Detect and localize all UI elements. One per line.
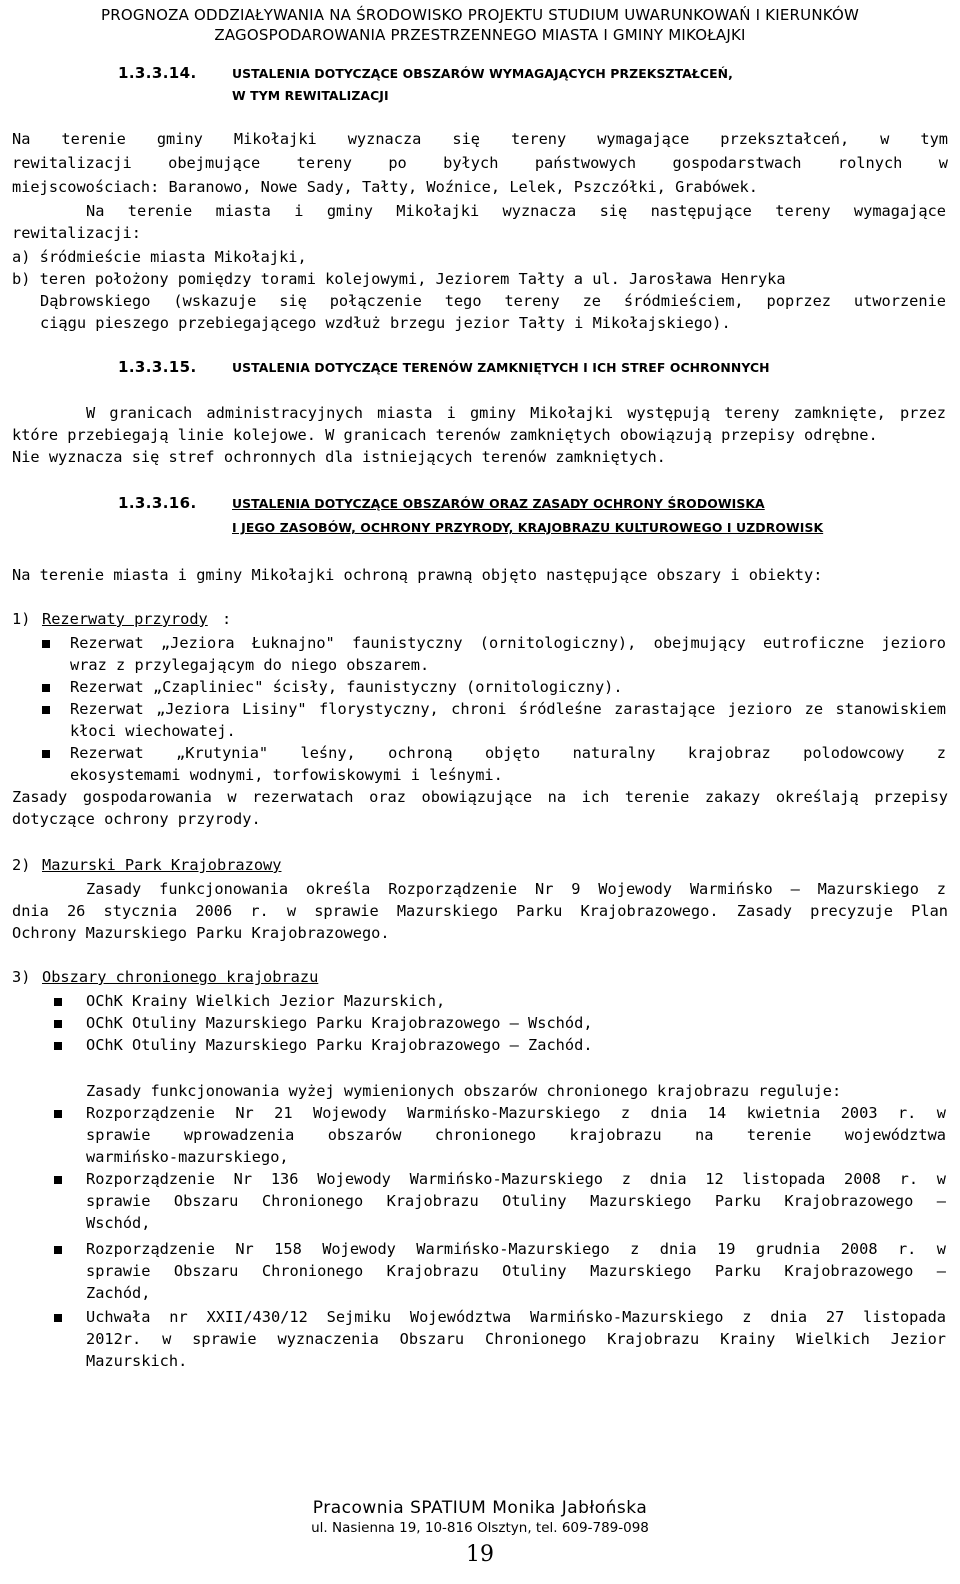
- square-bullet-icon: [54, 1020, 62, 1028]
- section-title-14-line-1: USTALENIA DOTYCZĄCE OBSZARÓW WYMAGAJĄCYCH PRZEKSZTAŁCEŃ,: [232, 66, 733, 81]
- group-1-number: 1): [12, 610, 31, 628]
- footer-address: ul. Nasienna 19, 10-816 Olsztyn, tel. 609-789-098: [311, 1520, 649, 1536]
- section-title-16-line-2: I JEGO ZASOBÓW, OCHRONY PRZYRODY, KRAJOBRAZU KULTUROWEGO I UZDROWISK: [232, 520, 824, 535]
- square-bullet-icon: [54, 1176, 62, 1184]
- park-paragraph-line-3: Ochrony Mazurskiego Parku Krajobrazowego.: [12, 924, 390, 942]
- section-number-16: 1.3.3.16.: [118, 494, 197, 512]
- rule-1-line-2: sprawie wprowadzenia obszarów chronionego krajobrazu na terenie województwa: [86, 1126, 946, 1144]
- intro-paragraph: Na terenie miasta i gminy Mikołajki ochroną prawną objęto następujące obszary i obiekty:: [12, 566, 823, 584]
- square-bullet-icon: [42, 706, 50, 714]
- paragraph-15-line-3: Nie wyznacza się stref ochronnych dla istniejących terenów zamkniętych.: [12, 448, 666, 466]
- reserve-2-line-1: Rezerwat „Czapliniec" ścisły, faunistyczny (ornitologiczny).: [70, 678, 623, 696]
- section-number-14: 1.3.3.14.: [118, 64, 197, 82]
- park-paragraph-line-1: Zasady funkcjonowania określa Rozporządzenie Nr 9 Wojewody Warmińsko — Mazurskiego z: [86, 880, 946, 898]
- park-paragraph-line-2: dnia 26 stycznia 2006 r. w sprawie Mazurskiego Parku Krajobrazowego. Zasady precyzuje Plan: [12, 902, 948, 920]
- reserve-4-line-2: ekosystemami wodnymi, torfowiskowymi i leśnymi.: [70, 766, 503, 784]
- reserve-4-line-1: Rezerwat „Krutynia" leśny, ochroną objęto naturalny krajobraz polodowcowy z: [70, 744, 946, 762]
- square-bullet-icon: [54, 998, 62, 1006]
- paragraph-15-line-2: które przebiegają linie kolejowe. W granicach terenów zamkniętych obowiązują przepisy odrębne.: [12, 426, 878, 444]
- rule-4-line-1: Uchwała nr XXII/430/12 Sejmiku Województwa Warmińsko-Mazurskiego z dnia 27 listopada: [86, 1308, 946, 1326]
- group-1-heading-colon: :: [222, 610, 232, 628]
- section-title-14-line-2: W TYM REWITALIZACJI: [232, 88, 389, 103]
- reserve-1-line-1: Rezerwat „Jeziora Łuknajno" faunistyczny (ornitologiczny), obejmujący eutroficzne jezioro: [70, 634, 946, 652]
- group-3-number: 3): [12, 968, 31, 986]
- paragraph-14b-line-1: Na terenie miasta i gminy Mikołajki wyznacza się następujące tereny wymagające: [86, 202, 946, 220]
- paragraph-15-line-1: W granicach administracyjnych miasta i gminy Mikołajki występują tereny zamknięte, przez: [86, 404, 946, 422]
- square-bullet-icon: [42, 750, 50, 758]
- list-item-a: a) śródmieście miasta Mikołajki,: [12, 248, 307, 266]
- list-item-b-line-3: ciągu pieszego przebiegającego wzdłuż brzegu jezior Tałty i Mikołajskiego).: [40, 314, 731, 332]
- section-title-16-line-1: USTALENIA DOTYCZĄCE OBSZARÓW ORAZ ZASADY OCHRONY ŚRODOWISKA: [232, 496, 765, 511]
- group-1-heading: Rezerwaty przyrody: [42, 610, 208, 628]
- rule-2-line-1: Rozporządzenie Nr 136 Wojewody Warmińsko-Mazurskiego z dnia 12 listopada 2008 r. w: [86, 1170, 946, 1188]
- rule-1-line-3: warmińsko-mazurskiego,: [86, 1148, 289, 1166]
- square-bullet-icon: [54, 1042, 62, 1050]
- square-bullet-icon: [54, 1110, 62, 1118]
- group-2-heading: Mazurski Park Krajobrazowy: [42, 856, 282, 874]
- ochk-item-2: OChK Otuliny Mazurskiego Parku Krajobrazowego — Wschód,: [86, 1014, 593, 1032]
- reserve-3-line-1: Rezerwat „Jeziora Lisiny" florystyczny, chroni śródleśne zarastające jezioro ze stanowiskiem: [70, 700, 946, 718]
- reserves-rules-line-2: dotyczące ochrony przyrody.: [12, 810, 261, 828]
- square-bullet-icon: [42, 640, 50, 648]
- ochk-item-3: OChK Otuliny Mazurskiego Parku Krajobrazowego — Zachód.: [86, 1036, 593, 1054]
- reserve-3-line-2: kłoci wiechowatej.: [70, 722, 236, 740]
- section-number-15: 1.3.3.15.: [118, 358, 197, 376]
- square-bullet-icon: [42, 684, 50, 692]
- reserves-rules-line-1: Zasady gospodarowania w rezerwatach oraz obowiązujące na ich terenie zakazy określają przepisy: [12, 788, 948, 806]
- paragraph-14-line-2: rewitalizacji obejmujące tereny po byłych państwowych gospodarstwach rolnych w: [12, 154, 948, 172]
- group-2-number: 2): [12, 856, 31, 874]
- footer-company: Pracownia SPATIUM Monika Jabłońska: [312, 1498, 648, 1518]
- rule-3-line-3: Zachód,: [86, 1284, 151, 1302]
- square-bullet-icon: [54, 1314, 62, 1322]
- rule-2-line-2: sprawie Obszaru Chronionego Krajobrazu Otuliny Mazurskiego Parku Krajobrazowego —: [86, 1192, 946, 1210]
- paragraph-14-line-3: miejscowościach: Baranowo, Nowe Sady, Tałty, Woźnice, Lelek, Pszczółki, Grabówek.: [12, 178, 758, 196]
- rule-3-line-2: sprawie Obszaru Chronionego Krajobrazu Otuliny Mazurskiego Parku Krajobrazowego —: [86, 1262, 946, 1280]
- ochk-rules-intro: Zasady funkcjonowania wyżej wymienionych obszarów chronionego krajobrazu reguluje:: [86, 1082, 842, 1100]
- section-title-15: USTALENIA DOTYCZĄCE TERENÓW ZAMKNIĘTYCH I ICH STREF OCHRONNYCH: [232, 360, 770, 375]
- reserve-1-line-2: wraz z przylegającym do niego obszarem.: [70, 656, 430, 674]
- page-number: 19: [466, 1542, 494, 1567]
- running-header-line-1: PROGNOZA ODDZIAŁYWANIA NA ŚRODOWISKO PROJEKTU STUDIUM UWARUNKOWAŃ I KIERUNKÓW: [100, 6, 859, 24]
- rule-3-line-1: Rozporządzenie Nr 158 Wojewody Warmińsko-Mazurskiego z dnia 19 grudnia 2008 r. w: [86, 1240, 946, 1258]
- list-item-b-line-2: Dąbrowskiego (wskazuje się połączenie tego tereny ze śródmieściem, poprzez utworzenie: [40, 292, 946, 310]
- rule-2-line-3: Wschód,: [86, 1214, 151, 1232]
- group-3-heading: Obszary chronionego krajobrazu: [42, 968, 319, 986]
- rule-4-line-2: 2012r. w sprawie wyznaczenia Obszaru Chronionego Krajobrazu Krainy Wielkich Jezior: [86, 1330, 946, 1348]
- list-item-b-line-1: b) teren położony pomiędzy torami kolejowymi, Jeziorem Tałty a ul. Jarosława Henryka: [12, 270, 786, 288]
- square-bullet-icon: [54, 1246, 62, 1254]
- paragraph-14-line-1: Na terenie gminy Mikołajki wyznacza się tereny wymagające przekształceń, w tym: [12, 130, 948, 148]
- rule-1-line-1: Rozporządzenie Nr 21 Wojewody Warmińsko-Mazurskiego z dnia 14 kwietnia 2003 r. w: [86, 1104, 946, 1122]
- running-header-line-2: ZAGOSPODAROWANIA PRZESTRZENNEGO MIASTA I GMINY MIKOŁAJKI: [214, 26, 746, 44]
- ochk-item-1: OChK Krainy Wielkich Jezior Mazurskich,: [86, 992, 446, 1010]
- paragraph-14b-line-2: rewitalizacji:: [12, 224, 141, 242]
- rule-4-line-3: Mazurskich.: [86, 1352, 188, 1370]
